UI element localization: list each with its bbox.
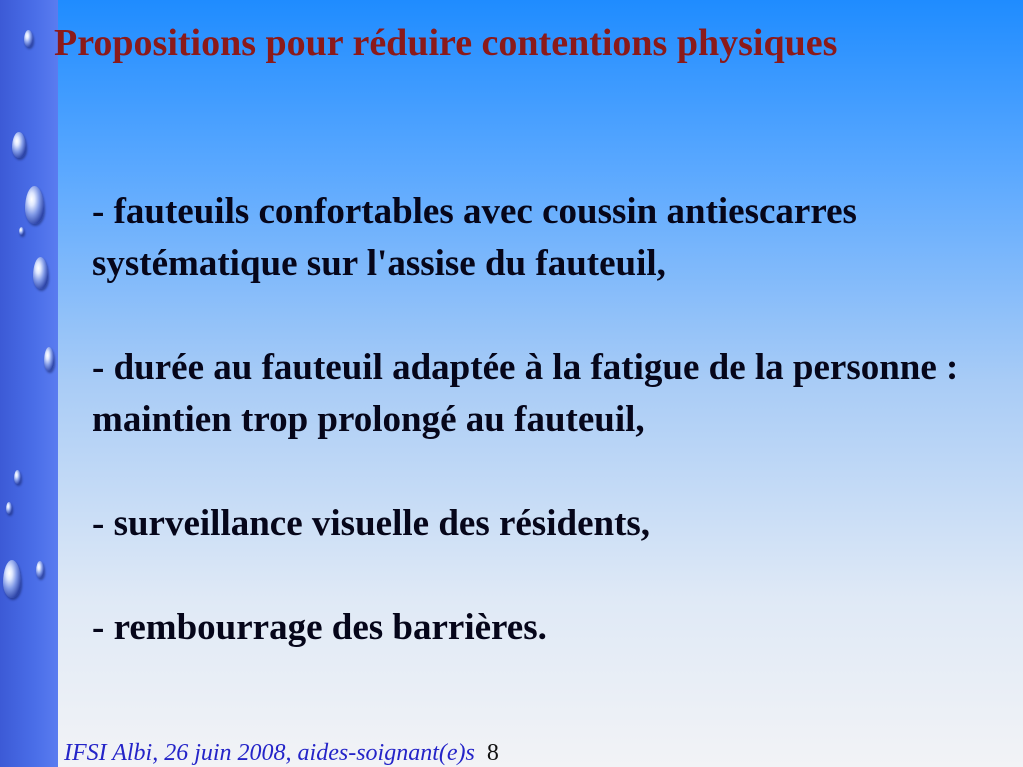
page-number: 8	[486, 740, 499, 766]
slide-title: Propositions pour réduire contentions physiques	[54, 22, 838, 64]
list-item: - durée au fauteuil adaptée à la fatigue de la personne : maintien trop prolongé au fauteuil,	[92, 347, 959, 440]
water-drop-icon	[24, 30, 33, 47]
water-drop-icon	[44, 347, 54, 371]
water-drop-icon	[6, 502, 12, 514]
sidebar-decoration	[0, 0, 58, 767]
list-item: - rembourrage des barrières.	[92, 607, 547, 648]
water-drop-icon	[14, 470, 21, 484]
slide-footer	[64, 738, 499, 767]
water-drop-icon	[3, 560, 21, 598]
water-drop-icon	[36, 561, 44, 578]
water-drop-icon	[33, 257, 48, 289]
list-item: - surveillance visuelle des résidents,	[92, 503, 651, 544]
water-drop-icon	[25, 186, 44, 224]
water-drop-icon	[19, 227, 24, 235]
footer-text: IFSI Albi, 26 juin 2008, aides-soignant(e)s	[64, 740, 475, 766]
water-drop-icon	[12, 132, 26, 158]
list-item: - fauteuils confortables avec coussin antiescarres systématique sur l'assise du fauteuil,	[92, 191, 857, 284]
slide-body	[92, 186, 1002, 706]
